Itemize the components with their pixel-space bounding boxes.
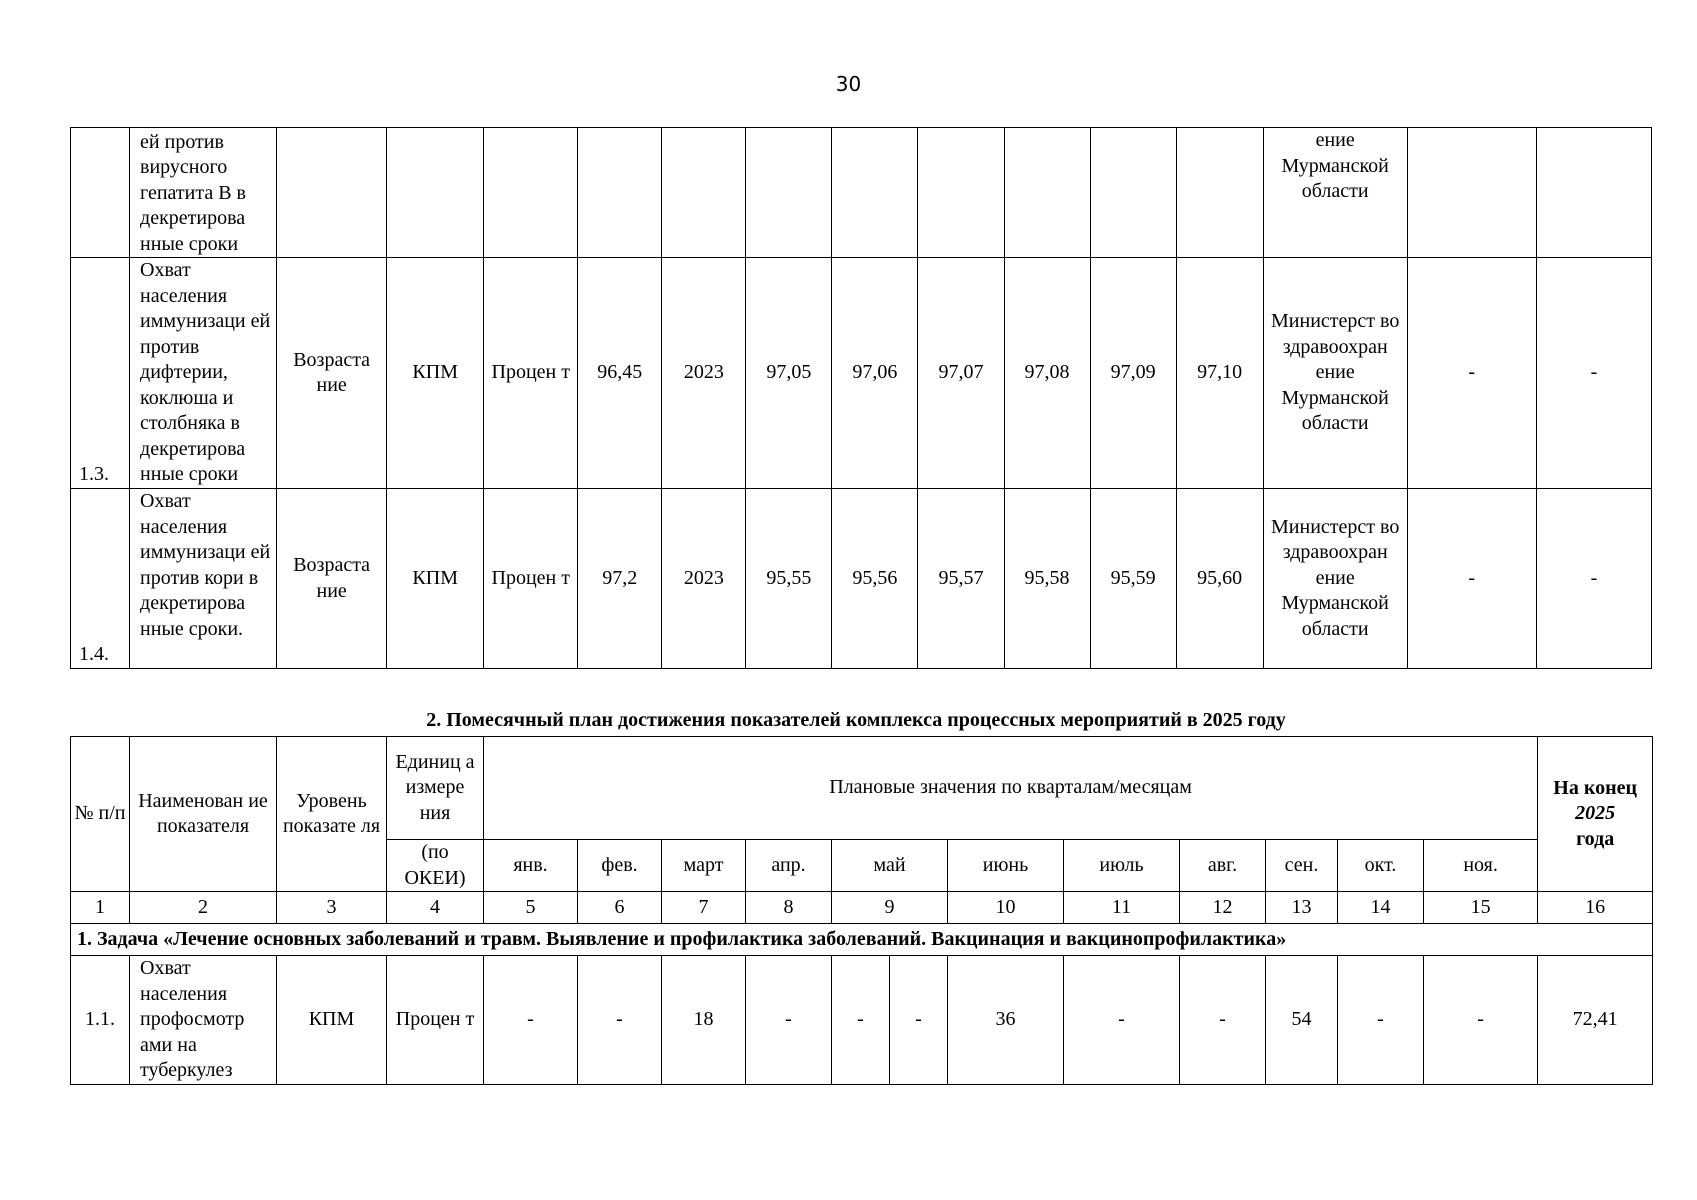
value-cell: 97,07 [918,258,1004,489]
table-row [71,128,1652,258]
month-value: - [1064,956,1180,1085]
month-value: 36 [948,956,1064,1085]
value-cell: 95,57 [918,489,1004,669]
header-end-of-year: На конец 2025 года [1538,737,1653,892]
indicator-name-cell: ей против вирусного гепатита В в декретирова нные сроки [130,128,277,258]
month-value: - [1424,956,1538,1085]
indicator-name-cell: Охват населения иммунизаци ей против дифтерии, коклюша и столбняка в декретирова нные сроки [130,258,277,489]
indicator-name-cell: Охват населения профосмотр ами на туберкулез [130,956,277,1085]
base-year-cell: 2023 [662,489,746,669]
month-header: окт. [1338,840,1424,892]
value-cell: 95,58 [1004,489,1090,669]
month-header: март [662,840,746,892]
dash-cell: - [1536,258,1651,489]
responsible-org-cell: Министерст во здравоохран ение Мурманской области [1263,489,1407,669]
num-cell: 1.1. [71,956,130,1085]
col-number: 3 [277,892,387,924]
unit-cell: Процен т [484,258,578,489]
month-header: июнь [948,840,1064,892]
col-number: 2 [130,892,277,924]
header-level: Уровень показате ля [277,737,387,892]
type-cell: КПМ [387,489,484,669]
col-number: 4 [387,892,484,924]
value-cell: 95,56 [832,489,918,669]
month-value: 18 [662,956,746,1085]
month-value: 54 [1266,956,1338,1085]
col-number: 16 [1538,892,1653,924]
col-number: 12 [1180,892,1266,924]
header-plan: Плановые значения по кварталам/месяцам [484,737,1538,840]
month-value: - [1180,956,1266,1085]
month-value: - [484,956,578,1085]
col-number: 13 [1266,892,1338,924]
indicator-name-cell: Охват населения иммунизаци ей против кори в декретирова нные сроки. [130,489,277,669]
month-header: авг. [1180,840,1266,892]
value-cell: 97,09 [1090,258,1176,489]
unit-cell: Процен т [484,489,578,669]
unit-cell: Процен т [387,956,484,1085]
month-header: фев. [578,840,662,892]
dash-cell: - [1407,489,1536,669]
level-cell: Возраста ние [277,258,387,489]
month-value: - [1338,956,1424,1085]
table-row [71,489,1652,669]
table-row [71,258,1652,489]
num-cell: 1.3. [71,258,130,489]
month-header: янв. [484,840,578,892]
level-cell: КПМ [277,956,387,1085]
value-cell: 95,60 [1176,489,1263,669]
month-value: - [746,956,832,1085]
level-cell: Возраста ние [277,489,387,669]
num-cell [71,128,130,258]
end-of-year-value: 72,41 [1538,956,1653,1085]
col-number: 9 [832,892,948,924]
month-value: - [578,956,662,1085]
table-row [71,956,1653,1085]
dash-cell: - [1536,489,1651,669]
col-number: 8 [746,892,832,924]
month-value: - [832,956,890,1085]
month-header: май [832,840,948,892]
month-header: сен. [1266,840,1338,892]
header-okei: (по ОКЕИ) [387,840,484,892]
monthly-plan-table [70,736,1653,1085]
base-year-cell: 2023 [662,258,746,489]
task-title: 1. Задача «Лечение основных заболеваний и травм. Выявление и профилактика заболеваний. Вакцинация и вакцинопрофилактика» [71,924,1653,956]
col-number: 6 [578,892,662,924]
month-header: апр. [746,840,832,892]
col-number: 1 [71,892,130,924]
col-number: 15 [1424,892,1538,924]
col-number: 10 [948,892,1064,924]
value-cell: 97,05 [746,258,832,489]
month-header: ноя. [1424,840,1538,892]
value-cell: 97,10 [1176,258,1263,489]
col-number: 5 [484,892,578,924]
indicators-table-continuation [70,127,1652,669]
header-name: Наименован ие показателя [130,737,277,892]
header-unit: Единиц а измере ния [387,737,484,840]
num-cell: 1.4. [71,489,130,669]
month-value: - [890,956,948,1085]
col-number: 14 [1338,892,1424,924]
value-cell: 95,55 [746,489,832,669]
task-row [71,924,1653,956]
col-number: 7 [662,892,746,924]
value-cell: 97,06 [832,258,918,489]
base-value-cell: 96,45 [578,258,662,489]
responsible-org-cell: Министерст во здравоохран ение Мурманской области [1263,258,1407,489]
col-number: 11 [1064,892,1180,924]
month-header: июль [1064,840,1180,892]
section-title: 2. Помесячный план достижения показателей комплекса процессных мероприятий в 2025 году [426,709,1286,731]
dash-cell: - [1407,258,1536,489]
responsible-org-cell: ение Мурманской области [1263,128,1407,258]
value-cell: 97,08 [1004,258,1090,489]
page-number: 30 [835,72,862,96]
base-value-cell: 97,2 [578,489,662,669]
type-cell: КПМ [387,258,484,489]
value-cell: 95,59 [1090,489,1176,669]
header-num: № п/п [71,737,130,892]
column-numbers-row [71,892,1653,924]
